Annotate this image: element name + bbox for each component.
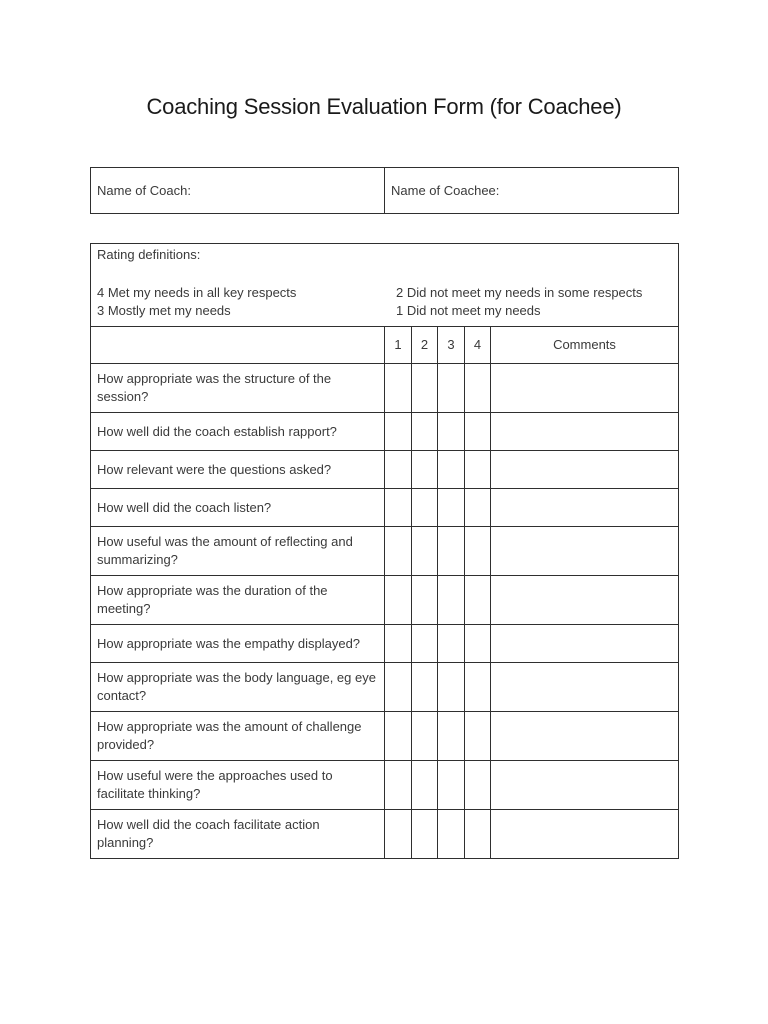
rating-cell-3[interactable]	[438, 527, 465, 576]
rating-cell-1[interactable]	[385, 489, 412, 527]
rating-cell-1[interactable]	[385, 527, 412, 576]
names-row	[91, 168, 679, 214]
rating-cell-4[interactable]	[465, 625, 491, 663]
question-row	[91, 489, 679, 527]
question-text: How well did the coach facilitate action planning?	[91, 810, 385, 859]
rating-cell-2[interactable]	[412, 413, 438, 451]
rating-cell-1[interactable]	[385, 413, 412, 451]
rating-cell-3[interactable]	[438, 364, 465, 413]
column-header-1: 1	[385, 327, 412, 364]
rating-cell-1[interactable]	[385, 576, 412, 625]
rating-cell-3[interactable]	[438, 451, 465, 489]
rating-cell-3[interactable]	[438, 576, 465, 625]
question-text: How appropriate was the structure of the session?	[91, 364, 385, 413]
rating-cell-3[interactable]	[438, 413, 465, 451]
question-text: How useful was the amount of reflecting and summarizing?	[91, 527, 385, 576]
question-row	[91, 761, 679, 810]
comments-cell[interactable]	[491, 761, 679, 810]
comments-cell[interactable]	[491, 451, 679, 489]
question-text: How appropriate was the amount of challenge provided?	[91, 712, 385, 761]
coach-name-field[interactable]: Name of Coach:	[91, 168, 385, 214]
rating-cell-2[interactable]	[412, 576, 438, 625]
comments-cell[interactable]	[491, 712, 679, 761]
rating-def-2: 2 Did not meet my needs in some respects	[396, 285, 643, 300]
rating-cell-1[interactable]	[385, 625, 412, 663]
question-row	[91, 364, 679, 413]
question-row	[91, 712, 679, 761]
rating-cell-4[interactable]	[465, 576, 491, 625]
rating-def-3: 3 Mostly met my needs	[97, 303, 231, 318]
question-text: How appropriate was the empathy displayed?	[91, 625, 385, 663]
rating-cell-3[interactable]	[438, 663, 465, 712]
rating-cell-1[interactable]	[385, 663, 412, 712]
rating-definitions-row	[91, 244, 679, 327]
page-title: Coaching Session Evaluation Form (for Coachee)	[146, 94, 622, 119]
question-row	[91, 663, 679, 712]
column-header-2: 2	[412, 327, 438, 364]
rating-definitions	[91, 244, 679, 327]
comments-cell[interactable]	[491, 413, 679, 451]
question-row	[91, 413, 679, 451]
rating-cell-2[interactable]	[412, 625, 438, 663]
column-header-3: 3	[438, 327, 465, 364]
rating-cell-3[interactable]	[438, 712, 465, 761]
question-text: How well did the coach establish rapport?	[91, 413, 385, 451]
comments-cell[interactable]	[491, 663, 679, 712]
rating-cell-4[interactable]	[465, 761, 491, 810]
rating-cell-3[interactable]	[438, 625, 465, 663]
rating-cell-2[interactable]	[412, 761, 438, 810]
rating-cell-3[interactable]	[438, 761, 465, 810]
rating-cell-2[interactable]	[412, 663, 438, 712]
rating-cell-4[interactable]	[465, 712, 491, 761]
rating-cell-4[interactable]	[465, 364, 491, 413]
question-row	[91, 576, 679, 625]
question-text: How appropriate was the duration of the meeting?	[91, 576, 385, 625]
evaluation-table	[90, 243, 679, 859]
question-row	[91, 625, 679, 663]
question-row	[91, 451, 679, 489]
rating-cell-1[interactable]	[385, 364, 412, 413]
rating-def-4: 4 Met my needs in all key respects	[97, 285, 297, 300]
names-table	[90, 167, 679, 214]
rating-cell-2[interactable]	[412, 451, 438, 489]
rating-cell-4[interactable]	[465, 663, 491, 712]
rating-cell-3[interactable]	[438, 489, 465, 527]
rating-cell-1[interactable]	[385, 810, 412, 859]
comments-column-header: Comments	[491, 327, 679, 364]
rating-cell-2[interactable]	[412, 364, 438, 413]
column-header-row	[91, 327, 679, 364]
comments-cell[interactable]	[491, 489, 679, 527]
rating-cell-4[interactable]	[465, 451, 491, 489]
rating-cell-4[interactable]	[465, 489, 491, 527]
rating-cell-4[interactable]	[465, 527, 491, 576]
question-text: How appropriate was the body language, eg eye contact?	[91, 663, 385, 712]
rating-cell-3[interactable]	[438, 810, 465, 859]
comments-cell[interactable]	[491, 810, 679, 859]
question-column-header	[91, 327, 385, 364]
rating-cell-2[interactable]	[412, 489, 438, 527]
question-text: How relevant were the questions asked?	[91, 451, 385, 489]
coachee-name-field[interactable]: Name of Coachee:	[385, 168, 679, 214]
question-row	[91, 527, 679, 576]
rating-cell-1[interactable]	[385, 451, 412, 489]
comments-cell[interactable]	[491, 527, 679, 576]
rating-cell-4[interactable]	[465, 810, 491, 859]
rating-cell-1[interactable]	[385, 761, 412, 810]
question-row	[91, 810, 679, 859]
comments-cell[interactable]	[491, 576, 679, 625]
comments-cell[interactable]	[491, 625, 679, 663]
comments-cell[interactable]	[491, 364, 679, 413]
rating-cell-2[interactable]	[412, 712, 438, 761]
rating-cell-4[interactable]	[465, 413, 491, 451]
question-text: How well did the coach listen?	[91, 489, 385, 527]
column-header-4: 4	[465, 327, 491, 364]
rating-definitions-heading: Rating definitions:	[97, 247, 201, 262]
rating-cell-1[interactable]	[385, 712, 412, 761]
question-text: How useful were the approaches used to facilitate thinking?	[91, 761, 385, 810]
rating-cell-2[interactable]	[412, 527, 438, 576]
rating-def-1: 1 Did not meet my needs	[396, 303, 541, 318]
rating-cell-2[interactable]	[412, 810, 438, 859]
